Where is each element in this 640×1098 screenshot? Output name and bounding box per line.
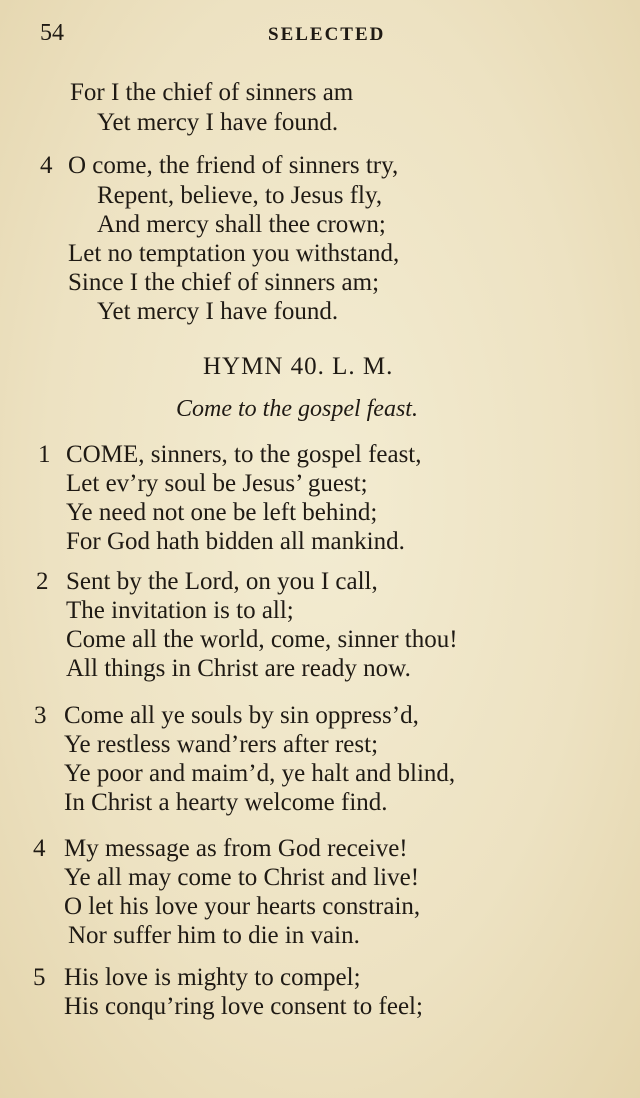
verse-line: Ye all may come to Christ and live!: [64, 864, 420, 891]
verse-line: COME, sinners, to the gospel feast,: [66, 441, 422, 468]
verse-line: The invitation is to all;: [66, 597, 294, 624]
verse-line: And mercy shall thee crown;: [97, 211, 386, 238]
verse-line: In Christ a hearty welcome find.: [64, 789, 388, 816]
verse-line: My message as from God receive!: [64, 835, 408, 862]
verse-line: Let no temptation you withstand,: [68, 240, 400, 267]
stanza-number: 4: [40, 152, 53, 179]
page-number: 54: [40, 20, 64, 46]
verse-line: O come, the friend of sinners try,: [68, 152, 399, 179]
hymn-subtitle: Come to the gospel feast.: [176, 396, 418, 422]
stanza-number: 4: [33, 835, 46, 862]
stanza-number: 2: [36, 568, 49, 595]
verse-line: His love is mighty to compel;: [64, 964, 361, 991]
verse-line: For I the chief of sinners am: [70, 79, 354, 106]
verse-line: Come all the world, come, sinner thou!: [66, 626, 458, 653]
verse-line: His conqu’ring love consent to feel;: [64, 993, 423, 1020]
verse-line: Ye need not one be left behind;: [66, 499, 378, 526]
hymn-title: HYMN 40. L. M.: [203, 353, 394, 380]
verse-line: All things in Christ are ready now.: [66, 655, 411, 682]
verse-line: Ye poor and maim’d, ye halt and blind,: [64, 760, 456, 787]
verse-line: Since I the chief of sinners am;: [68, 269, 380, 296]
verse-line: O let his love your hearts constrain,: [64, 893, 421, 920]
verse-line: Yet mercy I have found.: [97, 109, 339, 136]
verse-line: Come all ye souls by sin oppress’d,: [64, 702, 419, 729]
verse-line: Yet mercy I have found.: [97, 298, 339, 325]
verse-line: Repent, believe, to Jesus fly,: [97, 182, 383, 209]
verse-line: Sent by the Lord, on you I call,: [66, 568, 378, 595]
verse-line: Nor suffer him to die in vain.: [68, 922, 360, 949]
stanza-number: 5: [33, 964, 46, 991]
running-head: SELECTED: [268, 24, 386, 45]
verse-line: For God hath bidden all mankind.: [66, 528, 405, 555]
stanza-number: 1: [38, 441, 51, 468]
stanza-number: 3: [34, 702, 47, 729]
verse-line: Let ev’ry soul be Jesus’ guest;: [66, 470, 368, 497]
verse-line: Ye restless wand’rers after rest;: [64, 731, 379, 758]
